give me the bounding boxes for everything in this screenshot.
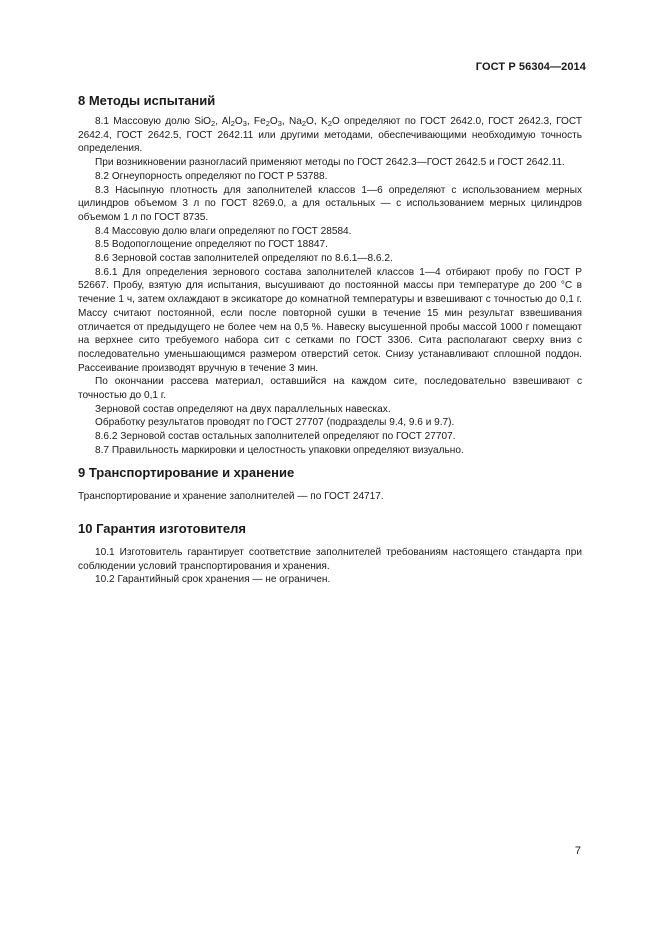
paragraph-8-6-1-weighing: По окончании рассева материал, оставшийся на каждом сите, последовательно взвешивают с точностью до 0,1 г. <box>78 376 582 402</box>
paragraph-8-3: 8.3 Насыпную плотность для заполнителей классов 1—6 определяют с использованием мерных цилиндров объемом 3 л по ГОСТ 8269.0, а для остальных — с использованием мерных цилиндров объемом 1 л по ГОСТ 8735. <box>78 184 582 223</box>
standard-header: ГОСТ Р 56304—2014 <box>475 61 586 73</box>
paragraph-8-6: 8.6 Зерновой состав заполнителей определяют по 8.6.1—8.6.2. <box>95 253 393 265</box>
paragraph-8-1: 8.1 Массовую долю SiO$_2$, $Al_2O_3$, $Fe_2O_3$, $Na_2O$, $K_2O$ определяют по ГОСТ 2642.0, ГОСТ 2642.3, ГОСТ 2642.4, ГОСТ 2642.5, ГОСТ 2642.11 или другими методами, обеспечивающими необходимую точность определения. <box>78 116 583 155</box>
section-8-body <box>78 115 582 458</box>
paragraph-8-6-1-processing: Обработку результатов проводят по ГОСТ 27707 (подразделы 9.4, 9.6 и 9.7). <box>95 417 455 429</box>
section-9-body <box>78 490 582 504</box>
paragraph-8-5: 8.5 Водопоглощение определяют по ГОСТ 18847. <box>95 239 328 251</box>
paragraph-8-6-2: 8.6.2 Зерновой состав остальных заполнителей определяют по ГОСТ 27707. <box>95 431 456 443</box>
paragraph-8-7: 8.7 Правильность маркировки и целостность упаковки определяют визуально. <box>95 444 464 456</box>
paragraph-8-1-disputes: При возникновении разногласий применяют методы по ГОСТ 2642.3—ГОСТ 2642.5 и ГОСТ 2642.11. <box>95 157 565 169</box>
paragraph-8-6-1: 8.6.1 Для определения зернового состава заполнителей классов 1—4 отбирают пробу по ГОСТ Р 52667. Пробу, взятую для испытания, высушивают до постоянной массы при температуре до 200 °С в течение 1 ч, затем охлаждают в эксикаторе до комнатной температуры и взвешивают с точностью до 0,1 г. Массу считают постоянной, если после повторной сушки в течение 15 мин результат взвешивания отличается от предыдущего не более чем на 0,5 %. Навеску высушенной пробы массой 1000 г помещают на верхнее сито требуемого набора сит с сетками по ГОСТ 3306. Сита располагают сверху вниз с последовательно уменьшающимся размером отверстий сеток. Снизу устанавливают сплошной поддон. Рассеивание производят вручную в течение 3 мин. <box>78 266 582 374</box>
paragraph-10-1: 10.1 Изготовитель гарантирует соответствие заполнителей требованиям настоящего стандарта при соблюдении условий транспортирования и хранения. <box>78 547 582 572</box>
page-number: 7 <box>574 845 581 857</box>
section-10-title: 10 Гарантия изготовителя <box>78 521 246 536</box>
paragraph-8-6-1-parallel: Зерновой состав определяют на двух параллельных навесках. <box>95 403 391 415</box>
paragraph-8-2: 8.2 Огнеупорность определяют по ГОСТ Р 53788. <box>95 170 328 182</box>
paragraph-9: Транспортирование и хранение заполнителей — по ГОСТ 24717. <box>78 491 384 502</box>
section-8-title: 8 Методы испытаний <box>78 93 216 108</box>
section-9-title: 9 Транспортирование и хранение <box>78 465 295 480</box>
section-10-body <box>78 546 582 587</box>
paragraph-10-2: 10.2 Гарантийный срок хранения — не ограничен. <box>95 574 331 586</box>
paragraph-8-4: 8.4 Массовую долю влаги определяют по ГОСТ 28584. <box>95 225 352 237</box>
